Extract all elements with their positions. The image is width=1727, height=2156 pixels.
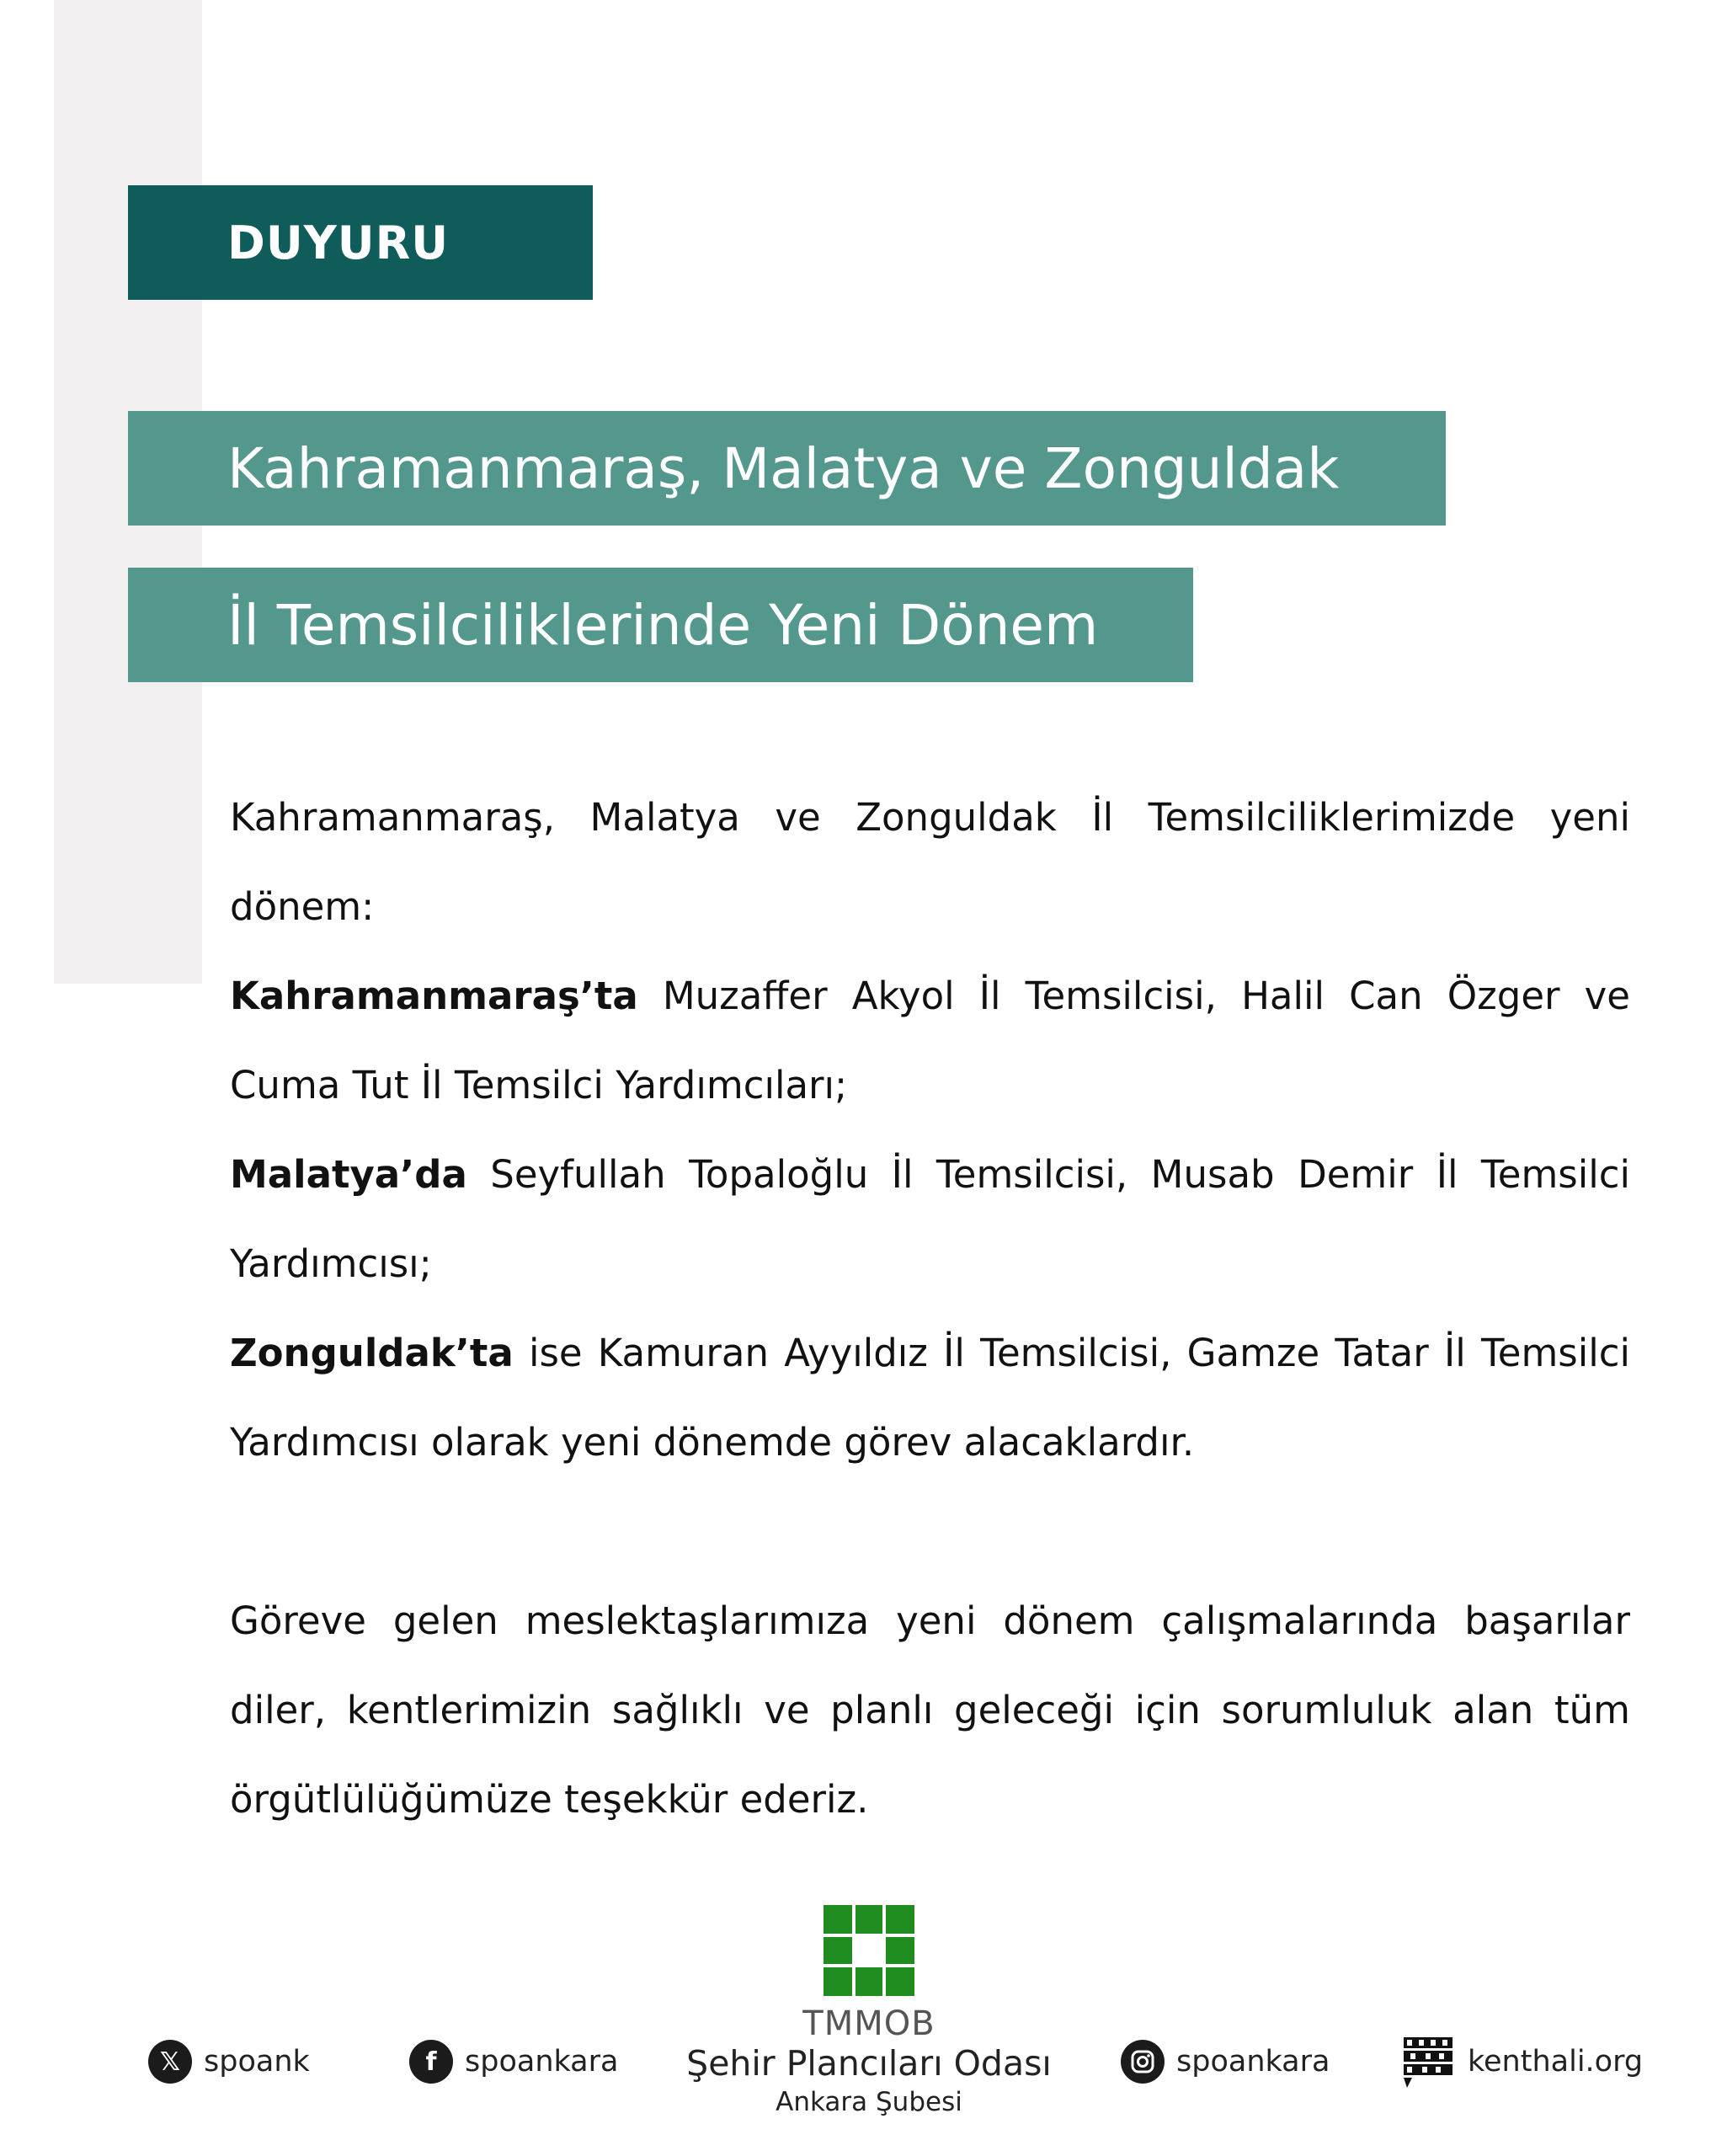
org-name: Şehir Plancıları Odası bbox=[686, 2043, 1052, 2084]
title-line-1: Kahramanmaraş, Malatya ve Zonguldak bbox=[128, 411, 1446, 526]
website-url: kenthali.org bbox=[1468, 2045, 1644, 2079]
facebook-link[interactable] bbox=[409, 2038, 618, 2085]
city-malatya: Malatya’da bbox=[230, 1152, 467, 1197]
spo-logo bbox=[824, 1905, 914, 1996]
instagram-icon bbox=[1121, 2040, 1165, 2084]
org-branch: Ankara Şubesi bbox=[776, 2087, 962, 2117]
facebook-icon: f bbox=[409, 2040, 453, 2084]
x-icon: 𝕏 bbox=[148, 2040, 192, 2084]
city-kahramanmaras: Kahramanmaraş’ta bbox=[230, 974, 638, 1018]
closing-paragraph: Göreve gelen meslektaşlarımıza yeni dönem çalışmalarında başarılar diler, kentlerimizin sağlıklı ve planlı geleceği için sorumluluk alan tüm örgütlülüğümüze teşekkür ederiz. bbox=[230, 1598, 1630, 1822]
instagram-link[interactable] bbox=[1121, 2038, 1330, 2085]
org-tmmob: TMMOB bbox=[802, 2004, 935, 2043]
website-link[interactable] bbox=[1400, 2038, 1643, 2085]
announcement-body bbox=[230, 773, 1630, 1844]
kenthali-logo bbox=[1400, 2034, 1456, 2089]
city-zonguldak: Zonguldak’ta bbox=[230, 1331, 514, 1375]
zonguldak-text: ise Kamuran Ayyıldız İl Temsilcisi, Gamze Tatar İl Temsilci Yardımcısı olarak yeni dönemde görev alacaklardır. bbox=[230, 1331, 1630, 1465]
intro-paragraph: Kahramanmaraş, Malatya ve Zonguldak İl Temsilciliklerimizde yeni dönem: bbox=[230, 795, 1630, 929]
zonguldak-paragraph bbox=[230, 1309, 1630, 1487]
kahramanmaras-text: Muzaffer Akyol İl Temsilcisi, Halil Can Özger ve Cuma Tut İl Temsilci Yardımcıları; bbox=[230, 974, 1630, 1107]
twitter-handle: spoank bbox=[204, 2045, 310, 2079]
instagram-handle: spoankara bbox=[1176, 2045, 1330, 2079]
title-line-2: İl Temsilciliklerinde Yeni Dönem bbox=[128, 568, 1193, 682]
kahramanmaras-paragraph bbox=[230, 952, 1630, 1130]
malatya-paragraph bbox=[230, 1130, 1630, 1309]
facebook-handle: spoankara bbox=[465, 2045, 619, 2079]
twitter-link[interactable] bbox=[148, 2038, 310, 2085]
announcement-badge: DUYURU bbox=[128, 185, 593, 300]
malatya-text: Seyfullah Topaloğlu İl Temsilcisi, Musab Demir İl Temsilci Yardımcısı; bbox=[230, 1152, 1630, 1286]
